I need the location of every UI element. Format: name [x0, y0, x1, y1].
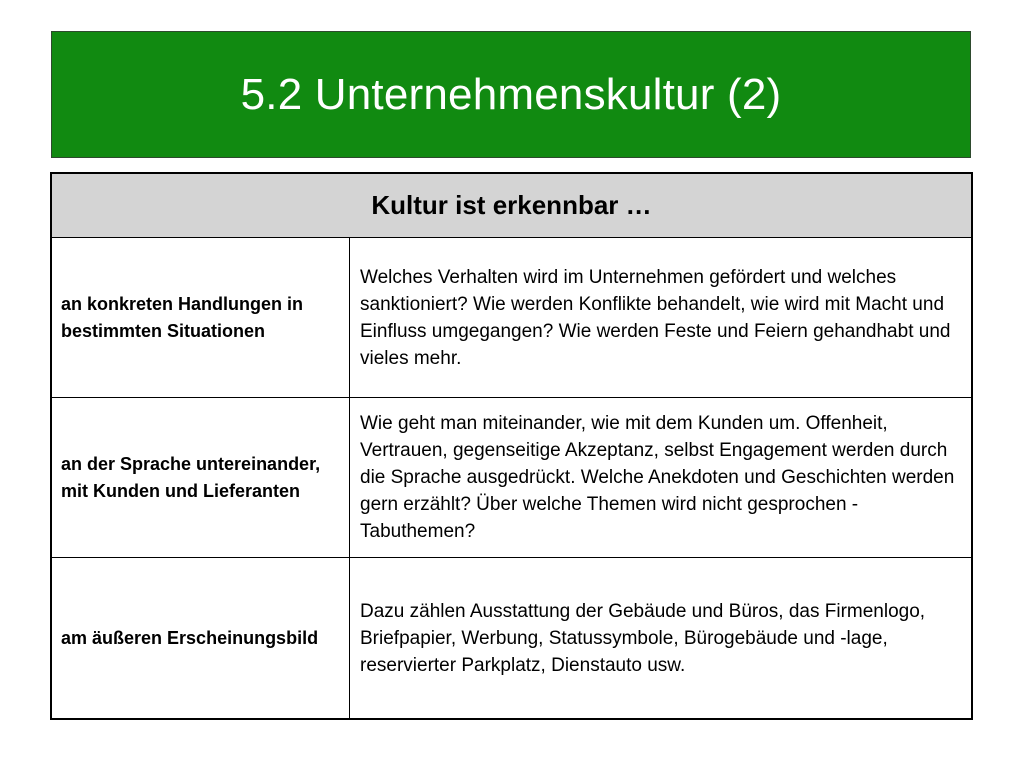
row-label-cell: [52, 558, 350, 718]
slide-title-banner: [51, 31, 971, 158]
table-header: [52, 174, 971, 238]
table-row: [52, 238, 971, 398]
slide-title: 5.2 Unternehmenskultur (2): [240, 69, 782, 119]
row-label-cell: [52, 238, 350, 397]
row-description: Welches Verhalten wird im Unternehmen gefördert und welches sanktioniert? Wie werden Konflikte behandelt, wie wird mit Macht und Einfluss umgegangen? Wie werden Feste und Feiern gehandhabt und vieles mehr.: [360, 266, 951, 369]
row-label: an der Sprache untereinander, mit Kunden und Lieferanten: [61, 453, 321, 501]
table-header-text: Kultur ist erkennbar …: [371, 190, 652, 220]
row-label-cell: [52, 398, 350, 557]
row-description-cell: [350, 238, 971, 397]
table-row: [52, 398, 971, 558]
row-description-cell: [350, 558, 971, 718]
row-label: an konkreten Handlungen in bestimmten Situationen: [61, 293, 304, 341]
table-row: [52, 558, 971, 718]
row-description-cell: [350, 398, 971, 557]
culture-table: [50, 172, 973, 720]
row-description: Dazu zählen Ausstattung der Gebäude und Büros, das Firmenlogo, Briefpapier, Werbung, Statussymbole, Bürogebäude und -lage, reservierter Parkplatz, Dienstauto usw.: [360, 600, 926, 676]
row-label: am äußeren Erscheinungsbild: [61, 627, 319, 648]
row-description: Wie geht man miteinander, wie mit dem Kunden um. Offenheit, Vertrauen, gegenseitige Akzeptanz, selbst Engagement werden durch die Sprache ausgedrückt. Welche Anekdoten und Geschichten werden gern erzählt? Über welche Themen wird nicht gesprochen - Tabuthemen?: [360, 413, 955, 542]
